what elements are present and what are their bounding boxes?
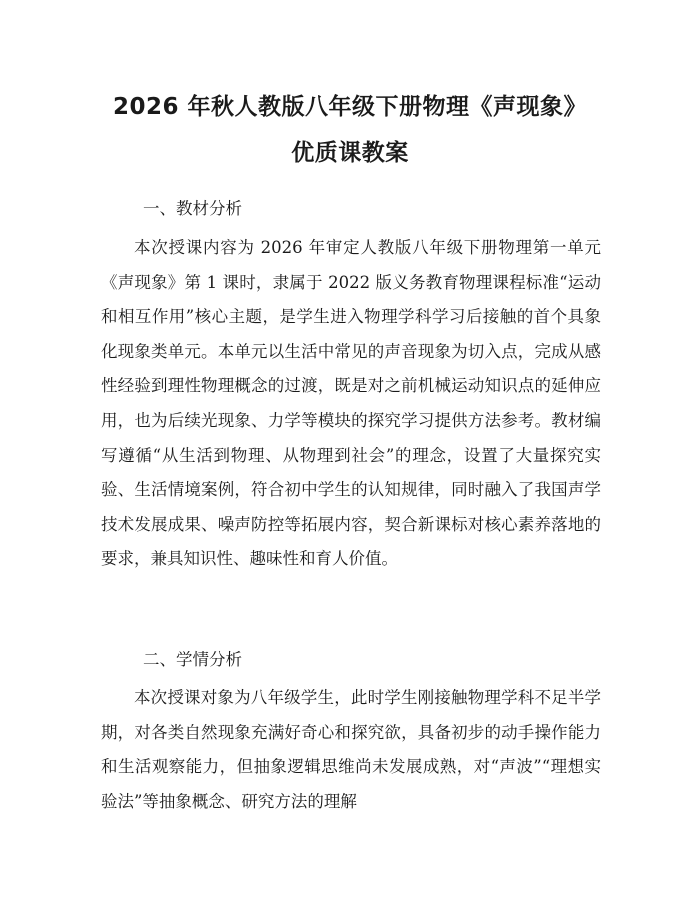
section-paragraph-student-analysis: 本次授课对象为八年级学生，此时学生刚接触物理学科不足半学期，对各类自然现象充满好奇心和探究欲，具备初步的动手操作能力和生活观察能力，但抽象逻辑思维尚未发展成熟，对“声波”“理想实验法”等抽象概念、研究方法的理解 [101,688,601,811]
document-title-line-1: 2026 年秋人教版八年级下册物理《声现象》 [112,94,588,120]
section-heading-student-analysis: 二、学情分析 [143,650,242,669]
document-title-line-2: 优质课教案 [291,140,409,166]
section-heading-textbook-analysis: 一、教材分析 [143,199,242,218]
section-paragraph-textbook-analysis: 本次授课内容为 2026 年审定人教版八年级下册物理第一单元《声现象》第 1 课时，隶属于 2022 版义务教育物理课程标准“运动和相互作用”核心主题，是学生进入物理学科学习后接触的首个具象化现象类单元。本单元以生活中常见的声音现象为切入点，完成从感性经验到理性物理概念的过渡，既是对之前机械运动知识点的延伸应用，也为后续光现象、力学等模块的探究学习提供方法参考。教材编写遵循“从生活到物理、从物理到社会”的理念，设置了大量探究实验、生活情境案例，符合初中学生的认知规律，同时融入了我国声学技术发展成果、噪声防控等拓展内容，契合新课标对核心素养落地的要求，兼具知识性、趣味性和育人价值。 [101,238,601,569]
